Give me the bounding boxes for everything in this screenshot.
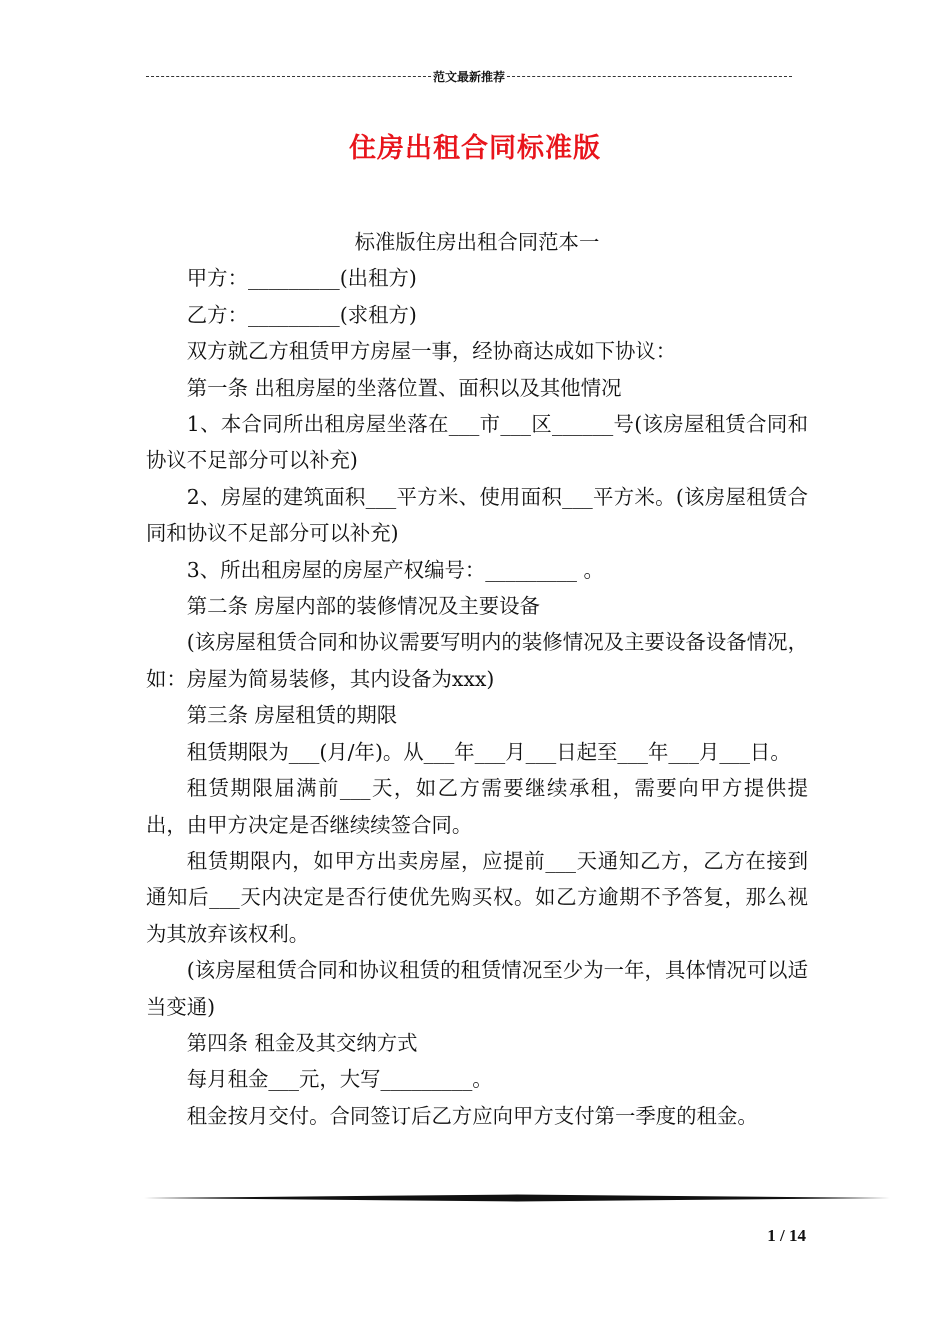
paragraph-term-note: (该房屋租赁合同和协议租赁的租赁情况至少为一年，具体情况可以适当变通)	[146, 958, 808, 1019]
paragraph-area: 2、房屋的建筑面积___平方米、使用面积___平方米。(该房屋租赁合同和协议不足部分可以补充)	[146, 484, 808, 546]
header-dash-right	[507, 76, 792, 77]
page-number: 1 / 14	[767, 1226, 806, 1245]
document-body	[146, 224, 808, 1134]
article-4-heading: 第四条 租金及其交纳方式	[186, 1030, 418, 1055]
article-3-heading: 第三条 房屋租赁的期限	[186, 703, 398, 728]
footer-rule	[144, 1194, 890, 1202]
paragraph-decoration: (该房屋租赁合同和协议需要写明内的装修情况及主要设备设备情况，如：房屋为简易装修，其内设备为xxx)	[146, 630, 808, 691]
document-title: 住房出租合同标准版	[349, 133, 601, 164]
paragraph-party-a: 甲方：_________(出租方)	[186, 266, 417, 291]
paragraph-location: 1、本合同所出租房屋坐落在___市___区______号(该房屋租赁合同和协议不足部分可以补充)	[146, 412, 808, 473]
paragraph-renewal: 租赁期限届满前___天，如乙方需要继续承租，需要向甲方提供提出，由甲方决定是否继续续签合同。	[146, 776, 808, 837]
paragraph-property-number: 3、所出租房屋的房屋产权编号：_________ 。	[186, 557, 604, 582]
document-subtitle: 标准版住房出租合同范本一	[354, 230, 600, 254]
header-dash-left	[146, 76, 431, 77]
article-1-heading: 第一条 出租房屋的坐落位置、面积以及其他情况	[186, 375, 622, 400]
paragraph-term: 租赁期限为___(月/年)。从___年___月___日起至___年___月___日。	[186, 739, 791, 764]
page-header	[146, 66, 792, 86]
article-2-heading: 第二条 房屋内部的装修情况及主要设备	[186, 594, 540, 619]
paragraph-monthly-rent: 每月租金___元，大写_________。	[186, 1067, 493, 1092]
paragraph-rent-payment: 租金按月交付。合同签订后乙方应向甲方支付第一季度的租金。	[186, 1103, 758, 1128]
paragraph-priority-purchase: 租赁期限内，如甲方出卖房屋，应提前___天通知乙方，乙方在接到通知后___天内决定是否行使优先购买权。如乙方逾期不予答复，那么视为其放弃该权利。	[146, 848, 808, 946]
header-label: 范文最新推荐	[433, 69, 506, 84]
paragraph-agreement: 双方就乙方租赁甲方房屋一事，经协商达成如下协议：	[186, 339, 677, 364]
paragraph-party-b: 乙方：_________(求租方)	[186, 302, 417, 327]
